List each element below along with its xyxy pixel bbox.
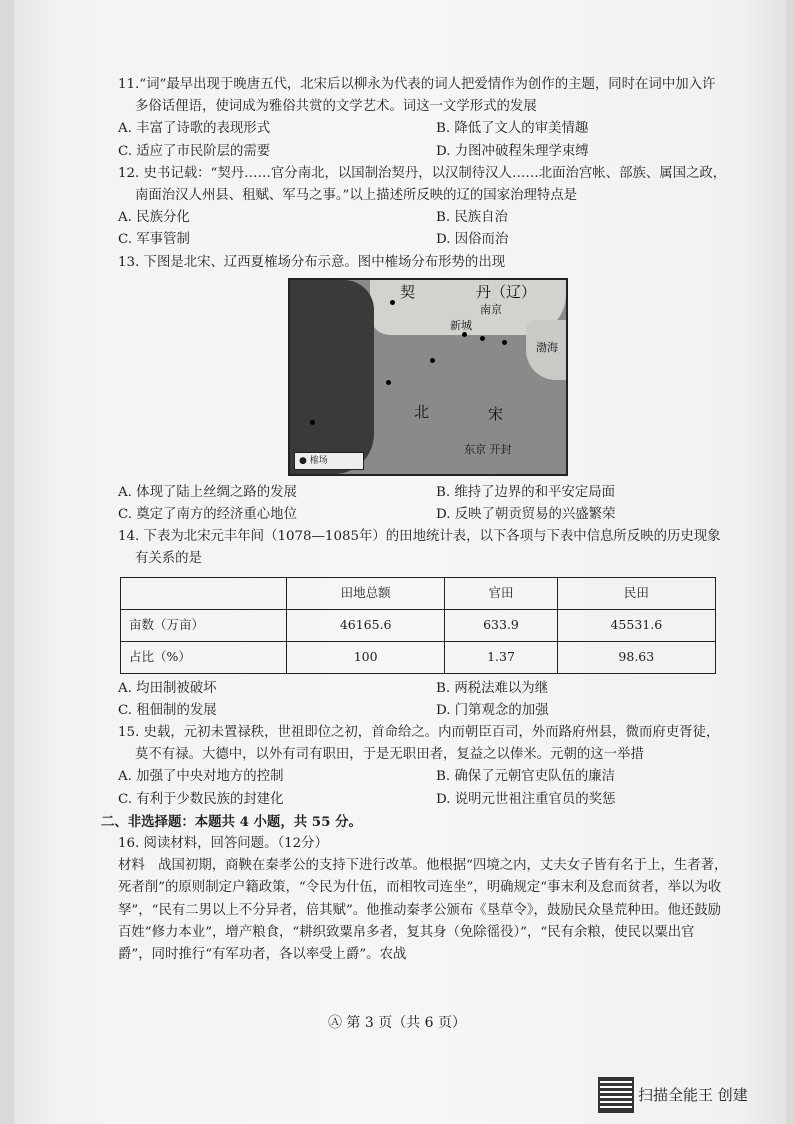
- table-cell: 1.37: [445, 641, 557, 673]
- table-cell: 占比（%）: [121, 641, 287, 673]
- map-label-song: 宋: [488, 404, 504, 423]
- question-16: [118, 833, 728, 966]
- market-dot: [480, 336, 485, 341]
- question-stem: 12. 史书记载：“契丹……官分南北，以国制治契丹，以汉制待汉人……北面治宫帐、部族、属国之政，南面治汉人州县、租赋、军马之事。”以上描述所反映的辽的国家治理特点是: [118, 165, 727, 204]
- table-cell: 100: [287, 641, 445, 673]
- option-a: A. 体现了陆上丝绸之路的发展: [118, 484, 297, 500]
- map-legend: ● 榷场: [294, 452, 364, 470]
- page-footer: Ⓐ 第 3 页（共 6 页）: [327, 1015, 467, 1031]
- land-statistics-table: [120, 577, 716, 674]
- options: [118, 678, 728, 722]
- option-c: C. 有利于少数民族的封建化: [118, 791, 284, 807]
- options: [118, 118, 728, 162]
- scanner-watermark: 扫描全能王 创建: [638, 1086, 748, 1104]
- option-c: C. 奠定了南方的经济重心地位: [118, 507, 297, 523]
- question-stem: 14. 下表为北宋元丰年间（1078—1085年）的田地统计表，以下各项与下表中信息所反映的历史现象有关系的是: [118, 529, 721, 567]
- option-b: B. 两税法难以为继: [436, 680, 549, 696]
- options: [118, 766, 728, 810]
- option-c: C. 租佃制的发展: [118, 702, 217, 718]
- question-14: [118, 526, 728, 722]
- qr-code-icon: [598, 1077, 634, 1113]
- question-15: [118, 722, 728, 811]
- option-b: B. 降低了文人的审美情趣: [436, 121, 589, 137]
- question-stem: 11.“词”最早出现于晚唐五代，北宋后以柳永为代表的词人把爱情作为创作的主题，同时在词中加入许多俗话俚语，使词成为雅俗共赏的文学艺术。词这一文学形式的发展: [118, 77, 716, 115]
- map-label-bohai: 渤海: [536, 340, 558, 354]
- exam-content: [101, 74, 728, 966]
- question-stem: 13. 下图是北宋、辽西夏榷场分布示意。图中榷场分布形势的出现: [118, 254, 506, 270]
- option-d: D. 反映了朝贡贸易的兴盛繁荣: [436, 507, 616, 523]
- question-13: [118, 252, 728, 527]
- option-d: D. 门第观念的加强: [436, 702, 549, 718]
- map-label-qi: 契: [400, 282, 416, 301]
- table-header-row: [121, 577, 716, 609]
- market-dot: [310, 420, 315, 425]
- options: [118, 482, 728, 526]
- option-c: C. 军事管制: [118, 232, 190, 248]
- market-dot: [502, 340, 507, 345]
- option-d: D. 说明元世祖注重官员的奖惩: [436, 791, 616, 807]
- table-cell: 亩数（万亩）: [121, 609, 287, 641]
- option-a: A. 均田制被破坏: [118, 680, 217, 696]
- option-d: D. 力图冲破程朱理学束缚: [436, 143, 589, 159]
- option-b: B. 民族自治: [436, 210, 508, 226]
- table-header: 民田: [557, 577, 715, 609]
- table-header: [121, 577, 287, 609]
- question-stem: 16. 阅读材料，回答问题。（12分）: [118, 836, 328, 852]
- map-label-nanjing: 南京: [480, 302, 502, 316]
- map-label-kaifeng: 东京 开封: [464, 442, 512, 456]
- table-cell: 45531.6: [557, 609, 715, 641]
- option-a: A. 加强了中央对地方的控制: [118, 769, 284, 785]
- market-dot: [386, 380, 391, 385]
- reading-material: 材料 战国初期，商鞅在秦孝公的支持下进行改革。他根据“四境之内，丈夫女子皆有名于上，生者著，死者削”的原则制定户籍政策，“令民为什伍，而相牧司连坐”，明确规定“事末利及怠而贫者，举以为收孥”，“民有二男以上不分异者，倍其赋”。他推动秦孝公颁布《垦草令》，鼓励民众垦荒种田。他还鼓励百姓“修力本业”，增产粮食，“耕织致粟帛多者，复其身（免除徭役）”，“民有余粮，使民以粟出官爵”，同时推行“有军功者，各以率受上爵”。农战: [118, 858, 728, 963]
- table-row: [121, 641, 716, 673]
- western-xia-region: [290, 280, 374, 474]
- market-dot: [390, 300, 395, 305]
- trade-market-map: [288, 278, 568, 476]
- option-a: A. 丰富了诗歌的表现形式: [118, 121, 271, 137]
- option-b: B. 维持了边界的和平安定局面: [436, 484, 616, 500]
- option-a: A. 民族分化: [118, 210, 190, 226]
- question-stem: 15. 史载，元初未置禄秩，世祖即位之初，首命给之。内而朝臣百司，外而路府州县，微而府吏胥徒，莫不有禄。大德中，以外有司有职田，于是无职田者，复益之以俸米。元朝的这一举措: [118, 725, 720, 763]
- map-label-bei: 北: [414, 402, 430, 421]
- table-cell: 98.63: [557, 641, 715, 673]
- options: [118, 207, 728, 251]
- option-b: B. 确保了元朝官吏队伍的廉洁: [436, 769, 616, 785]
- table-row: [121, 609, 716, 641]
- option-c: C. 适应了市民阶层的需要: [118, 143, 271, 159]
- map-label-xincheng: 新城: [450, 318, 472, 332]
- table-header: 田地总额: [287, 577, 445, 609]
- market-dot: [430, 358, 435, 363]
- section-heading: 二、非选择题：本题共 4 小题，共 55 分。: [101, 813, 362, 830]
- table-cell: 46165.6: [287, 609, 445, 641]
- market-dot: [462, 332, 467, 337]
- table-cell: 633.9: [445, 609, 557, 641]
- table-header: 官田: [445, 577, 557, 609]
- option-d: D. 因俗而治: [436, 232, 509, 248]
- map-label-dan: 丹（辽）: [476, 282, 537, 301]
- question-12: [118, 163, 728, 252]
- question-11: [118, 74, 728, 163]
